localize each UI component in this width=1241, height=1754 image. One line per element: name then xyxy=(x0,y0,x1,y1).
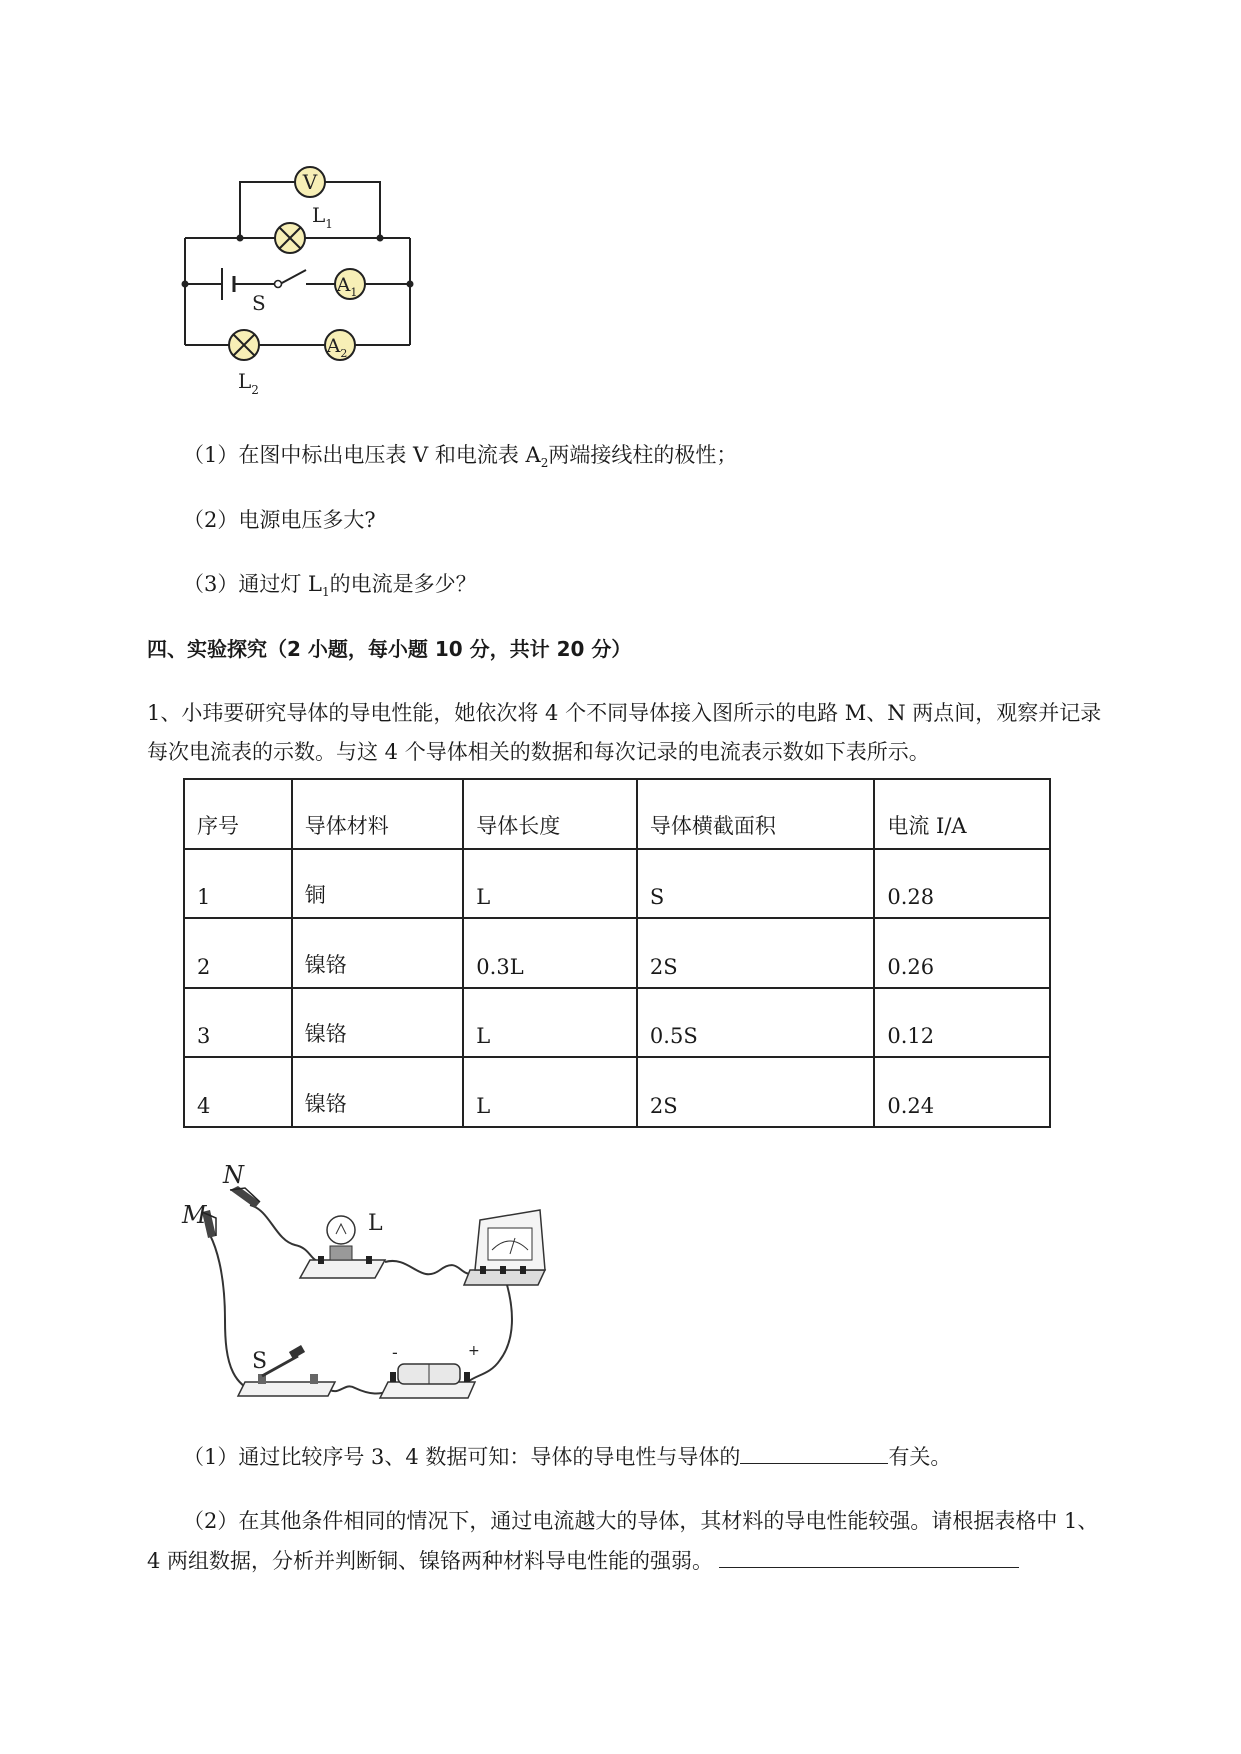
subquestion-1: （1）通过比较序号 3、4 数据可知：导体的导电性与导体的 有关。 xyxy=(183,1441,951,1472)
answer-blank-2[interactable] xyxy=(719,1545,1019,1568)
label-l: L xyxy=(368,1211,383,1236)
table-cell: 0.28 xyxy=(874,849,1050,919)
switch-s-label: S xyxy=(252,291,266,315)
question-3-1: （1）在图中标出电压表 V 和电流表 $A_2$两端接线柱的极性； xyxy=(183,443,738,471)
svg-text:A2: $A_2$ xyxy=(326,335,348,360)
table-cell: 镍铬 xyxy=(292,988,464,1058)
table-row xyxy=(184,1057,1050,1127)
table-header-cell: 导体长度 xyxy=(463,779,637,849)
answer-blank-1[interactable] xyxy=(740,1441,888,1464)
section-heading: 四、实验探究（2 小题，每小题 10 分，共计 20 分） xyxy=(147,637,632,661)
problem-1-line-1: 1、小玮要研究导体的导电性能，她依次将 4 个不同导体接入图所示的电路 M、N 两点间，观察并记录 xyxy=(147,701,1102,725)
table-header-cell: 导体横截面积 xyxy=(637,779,874,849)
subquestion-2-line-2: 4 两组数据，分析并判断铜、镍铬两种材料导电性能的强弱。 xyxy=(147,1545,1019,1576)
label-n: N xyxy=(223,1161,244,1189)
ammeter-a1-icon xyxy=(335,269,365,299)
table-cell: S xyxy=(637,849,874,919)
table-cell: 镍铬 xyxy=(292,1057,464,1127)
battery-holder-icon xyxy=(380,1364,475,1398)
table-cell: L xyxy=(463,849,637,919)
table-cell: 1 xyxy=(184,849,292,919)
table-header-cell: 电流 I/A xyxy=(874,779,1050,849)
subquestion-2-line-1: （2）在其他条件相同的情况下，通过电流越大的导体，其材料的导电性能较强。请根据表格中 1、 xyxy=(183,1509,1099,1533)
table-cell: 4 xyxy=(184,1057,292,1127)
clip-n-icon xyxy=(230,1186,260,1208)
lamp-l1-label: $L_1$ xyxy=(312,203,333,231)
table-cell: 3 xyxy=(184,988,292,1058)
table-row xyxy=(184,849,1050,919)
svg-text:V: V xyxy=(302,170,318,194)
problem-1-line-2: 每次电流表的示数。与这 4 个导体相关的数据和每次记录的电流表示数如下表所示。 xyxy=(147,740,930,764)
table-cell: L xyxy=(463,988,637,1058)
svg-text:A1: $A_1$ xyxy=(336,274,358,299)
table-header-cell: 序号 xyxy=(184,779,292,849)
question-3-2: （2）电源电压多大? xyxy=(183,508,376,532)
circuit-diagram-2 xyxy=(170,1150,570,1420)
table-cell: 2S xyxy=(637,1057,874,1127)
table-row xyxy=(184,918,1050,988)
table-cell: 0.3L xyxy=(463,918,637,988)
table-header-row xyxy=(184,779,1050,849)
table-cell: L xyxy=(463,1057,637,1127)
table-header-cell: 导体材料 xyxy=(292,779,464,849)
battery-minus-label: - xyxy=(392,1343,398,1362)
data-table xyxy=(183,778,1051,1128)
label-s: S xyxy=(252,1349,268,1374)
lamp-l2-label: $L_2$ xyxy=(238,369,259,397)
table-cell: 2S xyxy=(637,918,874,988)
lamp-l2-icon xyxy=(229,330,259,360)
ammeter-a2-icon xyxy=(325,330,355,360)
circuit-diagram-1 xyxy=(170,160,440,405)
voltmeter-icon xyxy=(295,167,325,197)
table-cell: 镍铬 xyxy=(292,918,464,988)
table-cell: 0.5S xyxy=(637,988,874,1058)
switch-contact-icon xyxy=(275,281,282,288)
table-cell: 2 xyxy=(184,918,292,988)
table-cell: 0.26 xyxy=(874,918,1050,988)
table-cell: 0.24 xyxy=(874,1057,1050,1127)
label-m: M xyxy=(182,1201,207,1229)
battery-plus-label: + xyxy=(468,1343,480,1359)
table-cell: 铜 xyxy=(292,849,464,919)
lamp-l1-icon xyxy=(275,223,305,253)
ammeter-icon xyxy=(464,1210,545,1285)
question-3-3: （3）通过灯 $L_1$的电流是多少？ xyxy=(183,572,477,600)
table-cell: 0.12 xyxy=(874,988,1050,1058)
table-row xyxy=(184,988,1050,1058)
